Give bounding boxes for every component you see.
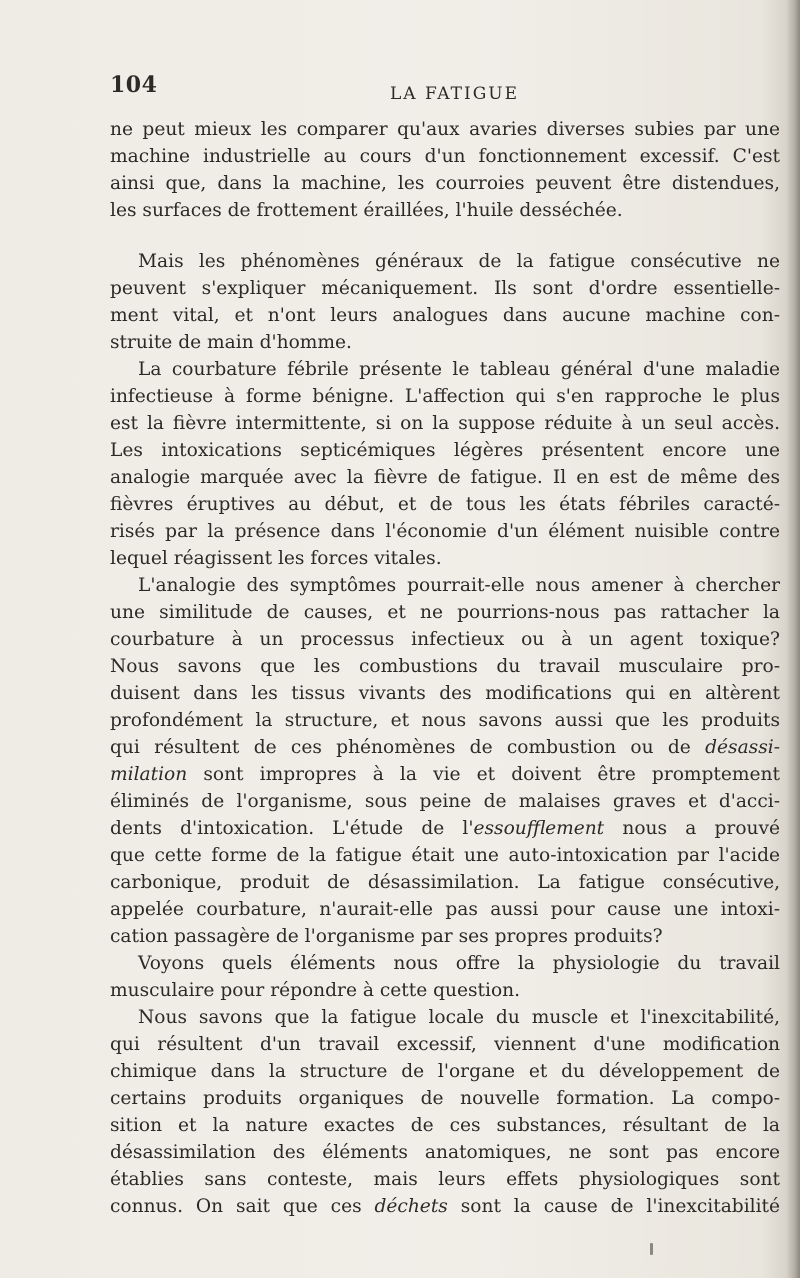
italic-term: déchets bbox=[374, 1196, 448, 1217]
text-line: chimique dans la structure de l'organe et du développement de bbox=[110, 1061, 780, 1082]
text-line: qui résultent d'un travail excessif, viennent d'une modification bbox=[110, 1034, 780, 1055]
text-line: machine industrielle au cours d'un fonctionnement excessif. C'est bbox=[110, 146, 780, 167]
text-run: qui résultent de ces phénomènes de combustion ou de bbox=[110, 737, 691, 758]
text-line: Les intoxications septicémiques légères présentent encore une bbox=[110, 440, 780, 461]
text-run: connus. On sait que ces bbox=[110, 1196, 362, 1217]
text-line: struite de main d'homme. bbox=[110, 332, 352, 353]
text-line: peuvent s'expliquer mécaniquement. Ils sont d'ordre essentielle- bbox=[110, 278, 780, 299]
page-header bbox=[110, 72, 780, 112]
running-title: LA FATIGUE bbox=[390, 84, 520, 104]
italic-term: essoufflement bbox=[473, 818, 605, 839]
text-line: Nous savons que la fatigue locale du muscle et l'inexcitabilité, bbox=[138, 1007, 780, 1028]
text-run: dents d'intoxication. L'étude de l' bbox=[110, 818, 474, 839]
text-line: musculaire pour répondre à cette question. bbox=[110, 980, 521, 1001]
text-line: duisent dans les tissus vivants des modifications qui en altèrent bbox=[110, 683, 780, 704]
text-line bbox=[110, 761, 780, 788]
text-line: analogie marquée avec la fièvre de fatigue. Il en est de même des bbox=[110, 467, 780, 488]
text-line: courbature à un processus infectieux ou à un agent toxique? bbox=[110, 629, 780, 650]
text-run: sont impropres à la vie et doivent être promptement bbox=[203, 764, 780, 785]
text-line bbox=[110, 1193, 780, 1220]
body-text bbox=[110, 116, 780, 1220]
text-line: ne peut mieux les comparer qu'aux avaries diverses subies par une bbox=[110, 119, 780, 140]
text-line: risés par la présence dans l'économie d'un élément nuisible contre bbox=[110, 521, 780, 542]
text-line: Nous savons que les combustions du travail musculaire pro- bbox=[110, 656, 780, 677]
text-line: désassimilation des éléments anatomiques, ne sont pas encore bbox=[110, 1142, 780, 1163]
text-line: cation passagère de l'organisme par ses propres produits? bbox=[110, 926, 663, 947]
text-line: ainsi que, dans la machine, les courroies peuvent être distendues, bbox=[110, 173, 780, 194]
text-line: Voyons quels éléments nous offre la physiologie du travail bbox=[138, 953, 780, 974]
text-line: établies sans conteste, mais leurs effets physiologiques sont bbox=[110, 1169, 780, 1190]
paragraph-gap bbox=[110, 224, 780, 248]
page-number: 104 bbox=[110, 72, 158, 98]
text-line: lequel réagissent les forces vitales. bbox=[110, 548, 442, 569]
text-line bbox=[110, 734, 780, 761]
text-line: Mais les phénomènes généraux de la fatigue consécutive ne bbox=[138, 251, 780, 272]
text-line: éliminés de l'organisme, sous peine de malaises graves et d'acci- bbox=[110, 791, 780, 812]
text-line: sition et la nature exactes de ces substances, résultant de la bbox=[110, 1115, 780, 1136]
text-line: L'analogie des symptômes pourrait-elle nous amener à chercher bbox=[138, 575, 780, 596]
text-run: nous a prouvé bbox=[622, 818, 780, 839]
text-run: sont la cause de l'inexcitabilité bbox=[460, 1196, 781, 1217]
text-line: que cette forme de la fatigue était une auto-intoxication par l'acide bbox=[110, 845, 780, 866]
text-line bbox=[110, 815, 780, 842]
text-line: fièvres éruptives au début, et de tous les états fébriles caracté- bbox=[110, 494, 780, 515]
italic-term: désassi- bbox=[705, 737, 780, 758]
text-line: carbonique, produit de désassimilation. La fatigue consécutive, bbox=[110, 872, 780, 893]
page-edge-shadow bbox=[786, 0, 800, 1278]
text-line: ment vital, et n'ont leurs analogues dans aucune machine con- bbox=[110, 305, 780, 326]
ink-mark bbox=[650, 1243, 653, 1255]
text-line: profondément la structure, et nous savons aussi que les produits bbox=[110, 710, 780, 731]
text-line: certains produits organiques de nouvelle formation. La compo- bbox=[110, 1088, 780, 1109]
italic-term: milation bbox=[110, 764, 188, 785]
text-line: infectieuse à forme bénigne. L'affection qui s'en rapproche le plus bbox=[110, 386, 780, 407]
text-line: est la fièvre intermittente, si on la suppose réduite à un seul accès. bbox=[110, 413, 780, 434]
text-line: La courbature fébrile présente le tableau général d'une maladie bbox=[138, 359, 780, 380]
text-line: appelée courbature, n'aurait-elle pas aussi pour cause une intoxi- bbox=[110, 899, 780, 920]
text-line: une similitude de causes, et ne pourrions-nous pas rattacher la bbox=[110, 602, 780, 623]
text-line: les surfaces de frottement éraillées, l'huile desséchée. bbox=[110, 200, 623, 221]
